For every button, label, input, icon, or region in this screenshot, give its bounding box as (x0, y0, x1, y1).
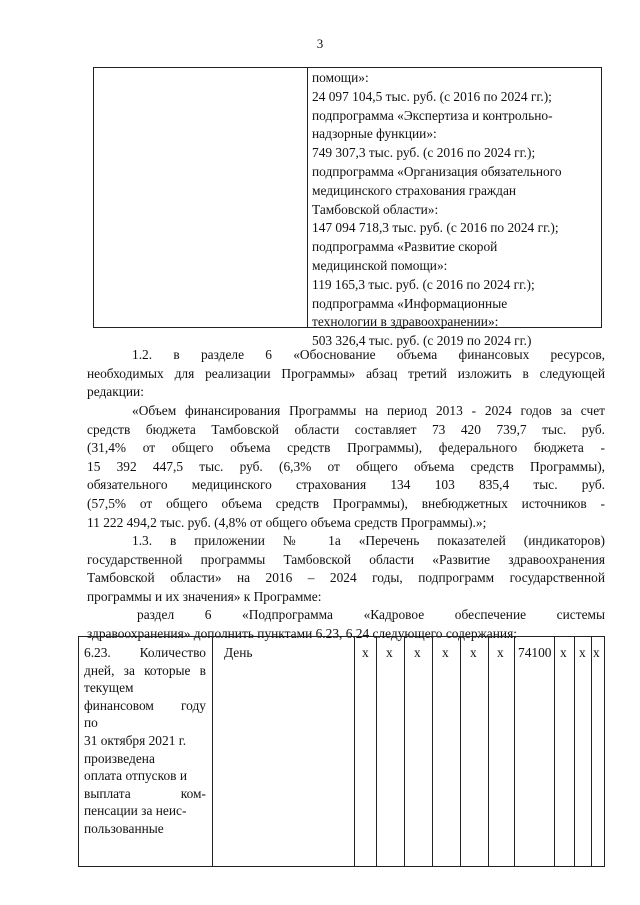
paragraph-line: обязательного медицинского страхования 134 103 835,4 тыс. руб. (87, 477, 605, 493)
paragraph-line: средств бюджета Тамбовской области составляет 73 420 739,7 тыс. руб. (87, 421, 605, 437)
value-cell (377, 637, 405, 866)
indicator-line: 6.23. Количество (84, 645, 206, 660)
paragraph-line: необходимых для реализации Программы» абзац третий изложить в следующей (87, 365, 605, 381)
funding-line: 119 165,3 тыс. руб. (с 2016 по 2024 гг.); (312, 276, 535, 292)
paragraph-line: 15 392 447,5 тыс. руб. (6,3% от общего объема средств Программы), (87, 458, 605, 474)
paragraph-line: «Объем финансирования Программы на период 2013 - 2024 годов за счет (132, 403, 605, 418)
indicator-table (78, 636, 605, 867)
value-cell (461, 637, 489, 866)
value-text: 74100 (518, 645, 552, 660)
value-text: x (362, 645, 369, 660)
funding-line: 24 097 104,5 тыс. руб. (с 2016 по 2024 гг.); (312, 88, 552, 104)
funding-table-continuation (93, 67, 602, 349)
funding-line: 503 326,4 тыс. руб. (с 2019 по 2024 гг.) (312, 333, 532, 349)
funding-line: подпрограмма «Организация обязательного (312, 163, 562, 179)
paragraph-1-3 (87, 532, 605, 606)
paragraph-line: (31,4% от общего объема средств Программы), федерального бюджета - (87, 440, 605, 456)
indicator-line: дней, за которые в (84, 662, 206, 678)
funding-line: технологии в здравоохранении»: (312, 314, 499, 330)
paragraph-line: 1.2. в разделе 6 «Обоснование объема финансовых ресурсов, (132, 347, 605, 362)
paragraph-line: здравоохранения» дополнить пунктами 6.23, 6.24 следующего содержания: (87, 625, 517, 641)
indicator-line: по (84, 715, 98, 731)
funding-line: 147 094 718,3 тыс. руб. (с 2016 по 2024 гг.); (312, 220, 559, 236)
value-text: x (593, 645, 600, 660)
value-text: x (442, 645, 449, 660)
paragraph-line: Тамбовской области» на 2016 – 2024 годы, подпрограмм государственной (87, 570, 605, 586)
empty-left-cell (94, 68, 308, 327)
unit-cell (213, 637, 355, 866)
funding-line: подпрограмма «Развитие скорой (312, 239, 498, 255)
value-text: x (560, 645, 567, 660)
value-cell (592, 637, 604, 866)
paragraph-funding-quote (87, 402, 605, 532)
paragraph-1-2 (87, 346, 605, 402)
value-cell (555, 637, 575, 866)
paragraph-line: государственной программы Тамбовской области «Развитие здравоохранения (87, 551, 605, 567)
funding-line: подпрограмма «Экспертиза и контрольно- (312, 107, 553, 123)
indicator-line: произведена (84, 750, 155, 766)
value-text: x (414, 645, 421, 660)
value-cell (489, 637, 515, 866)
indicator-line: 31 октября 2021 г. (84, 732, 187, 748)
funding-line: медицинского страхования граждан (312, 182, 517, 198)
value-cell (515, 637, 555, 866)
value-text: x (497, 645, 504, 660)
subprogram-funding-cell (308, 68, 601, 349)
paragraph-line: 1.3. в приложении № 1а «Перечень показателей (индикаторов) (132, 533, 605, 548)
value-text: x (386, 645, 393, 660)
funding-line: 749 307,3 тыс. руб. (с 2016 по 2024 гг.); (312, 145, 536, 161)
value-cell (433, 637, 461, 866)
value-text: x (579, 645, 586, 660)
funding-line: помощи»: (312, 70, 369, 85)
page-number: 3 (316, 36, 324, 51)
funding-line: медицинской помощи»: (312, 257, 448, 273)
indicator-line: пользованные (84, 820, 164, 836)
indicator-line: пенсации за неис- (84, 803, 187, 819)
value-cell (355, 637, 377, 866)
funding-line: надзорные функции»: (312, 126, 437, 142)
indicator-line: финансовом году (84, 697, 206, 713)
indicator-line: оплата отпусков и (84, 768, 187, 784)
paragraph-line: раздел 6 «Подпрограмма «Кадровое обеспечение системы (137, 607, 605, 622)
indicator-line: текущем (84, 680, 134, 696)
value-cell (575, 637, 592, 866)
paragraph-line: программы и их значения» к Программе: (87, 588, 322, 604)
value-text: x (470, 645, 477, 660)
value-cell (405, 637, 433, 866)
indicator-name-cell (79, 637, 213, 866)
paragraph-line: редакции: (87, 384, 144, 400)
paragraph-line: (57,5% от общего объема средств Программы), внебюджетных источников - (87, 495, 605, 511)
funding-line: Тамбовской области»: (312, 201, 439, 217)
paragraph-line: 11 222 494,2 тыс. руб. (4,8% от общего объема средств Программы).»; (87, 514, 487, 530)
indicator-line: выплата ком- (84, 785, 206, 801)
funding-line: подпрограмма «Информационные (312, 295, 508, 311)
unit-value: День (224, 645, 253, 660)
